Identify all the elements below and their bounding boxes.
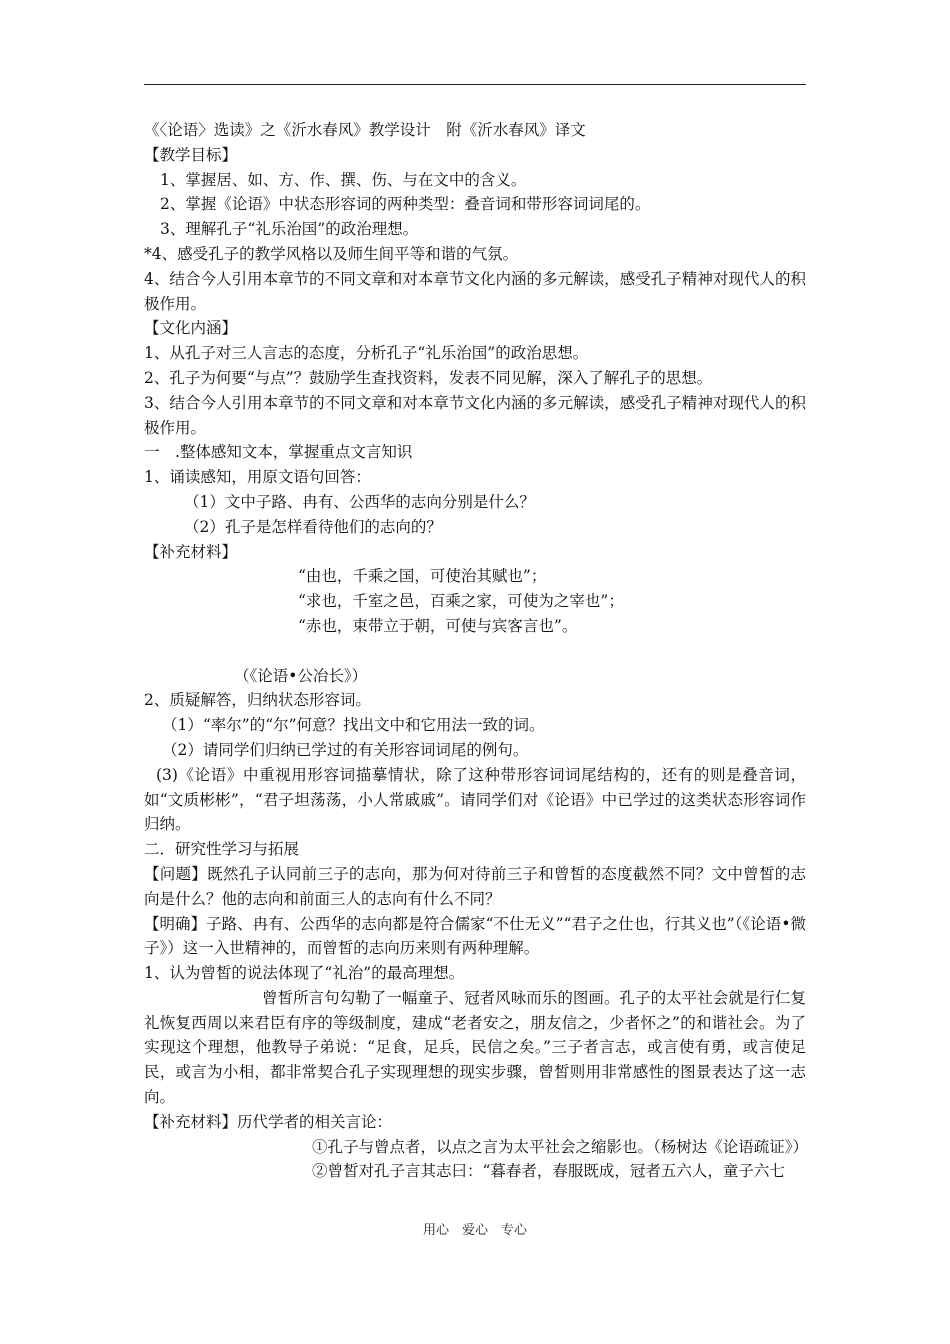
culture-item: 3、结合今人引用本章节的不同文章和对本章节文化内涵的多元解读，感受孔子精神对现代人的积极作用。 — [144, 393, 806, 437]
sub-question: （1）“率尔”的“尔”何意？找出文中和它用法一致的词。 — [162, 716, 545, 735]
goal-item: 4、结合今人引用本章节的不同文章和对本章节文化内涵的多元解读，感受孔子精神对现代人的积极作用。 — [144, 269, 806, 313]
goal-item: 2、掌握《论语》中状态形容词的两种类型：叠音词和带形容词词尾的。 — [160, 195, 651, 214]
culture-item: 2、孔子为何要“与点”？鼓励学生查找资料，发表不同见解，深入了解孔子的思想。 — [144, 368, 713, 387]
doc-title: 《〈论语〉选读》之《沂水春风》教学设计 附《沂水春风》译文 — [144, 121, 586, 139]
sub-question: （2）孔子是怎样看待他们的志向的？ — [184, 517, 442, 536]
goal-item: *4、感受孔子的教学风格以及师生间平等和谐的气氛。 — [144, 244, 519, 263]
part-two-heading: 二．研究性学习与拓展 — [144, 840, 300, 859]
goal-item: 1、掌握居、如、方、作、撰、伤、与在文中的含义。 — [160, 170, 527, 189]
scholar-quote: ①孔子与曾点者，以点之言为太平社会之缩影也。（杨树达《论语疏证》） — [312, 1137, 809, 1156]
sub-question: （2）请同学们归纳已学过的有关形容词词尾的例句。 — [162, 740, 529, 759]
quote-line: “求也，千室之邑，百乘之家，可使为之宰也”； — [298, 592, 624, 611]
culture-item: 1、从孔子对三人言志的态度，分析孔子“礼乐治国”的政治思想。 — [144, 344, 589, 363]
part-one-heading: 一 .整体感知文本，掌握重点文言知识 — [144, 443, 413, 462]
header-rule — [144, 84, 806, 85]
blank-line — [144, 639, 806, 664]
answer-paragraph: 【明确】子路、冉有、公西华的志向都是符合儒家“不仕无义”“君子之仕也，行其义也”（《论语•微子》）这一入世精神的，而曾皙的志向历来则有两种理解。 — [144, 914, 806, 958]
quote-line: “由也，千乘之国，可使治其赋也”； — [298, 567, 547, 586]
section-heading-culture: 【文化内涵】 — [144, 319, 238, 338]
step-item: 2、质疑解答，归纳状态形容词。 — [144, 691, 371, 710]
goal-item: 3、理解孔子“礼乐治国”的政治理想。 — [160, 220, 419, 239]
page-footer: 用心 爱心 专心 — [422, 1223, 527, 1238]
supplement-heading: 【补充材料】 — [144, 542, 238, 561]
quote-source: （《论语•公冶长》） — [234, 666, 368, 685]
view-body: 曾皙所言句勾勒了一幅童子、冠者风咏而乐的图画。孔子的太平社会就是行仁复礼恢复西周以来君臣有序的等级制度，建成“老者安之，朋友信之，少者怀之”的和谐社会。为了实现这个理想，他教导子弟说：“足食，足兵，民信之矣。”三子者言志，或言使有勇，或言使足民，或言为小相，都非常契合孔子实现理想的现实步骤，曾皙则用非常感性的图景表达了这一志向。 — [144, 988, 806, 1107]
document-body — [144, 118, 809, 1184]
step-item: 1、诵读感知，用原文语句回答： — [144, 468, 371, 487]
scholar-quote: ②曾皙对孔子言其志曰：“暮春者，春服既成，冠者五六人，童子六七 — [312, 1162, 785, 1181]
section-heading-goals: 【教学目标】 — [144, 145, 238, 164]
question-paragraph: 【问题】既然孔子认同前三子的志向，那为何对待前三子和曾皙的态度截然不同？文中曾皙的志向是什么？他的志向和前面三人的志向有什么不同？ — [144, 864, 806, 908]
sub-question: （1）文中子路、冉有、公西华的志向分别是什么？ — [184, 492, 535, 511]
quote-line: “赤也，束带立于朝，可使与宾客言也”。 — [298, 616, 578, 635]
view-item: 1、认为曾皙的说法体现了“礼治”的最高理想。 — [144, 964, 465, 983]
supplement-heading: 【补充材料】历代学者的相关言论： — [144, 1112, 393, 1131]
sub-question: (3)《论语》中重视用形容词描摹情状，除了这种带形容词词尾结构的，还有的则是叠音词，如“文质彬彬”，“君子坦荡荡，小人常戚戚”。请同学们对《论语》中已学过的这类状态形容词作归纳。 — [144, 765, 806, 834]
